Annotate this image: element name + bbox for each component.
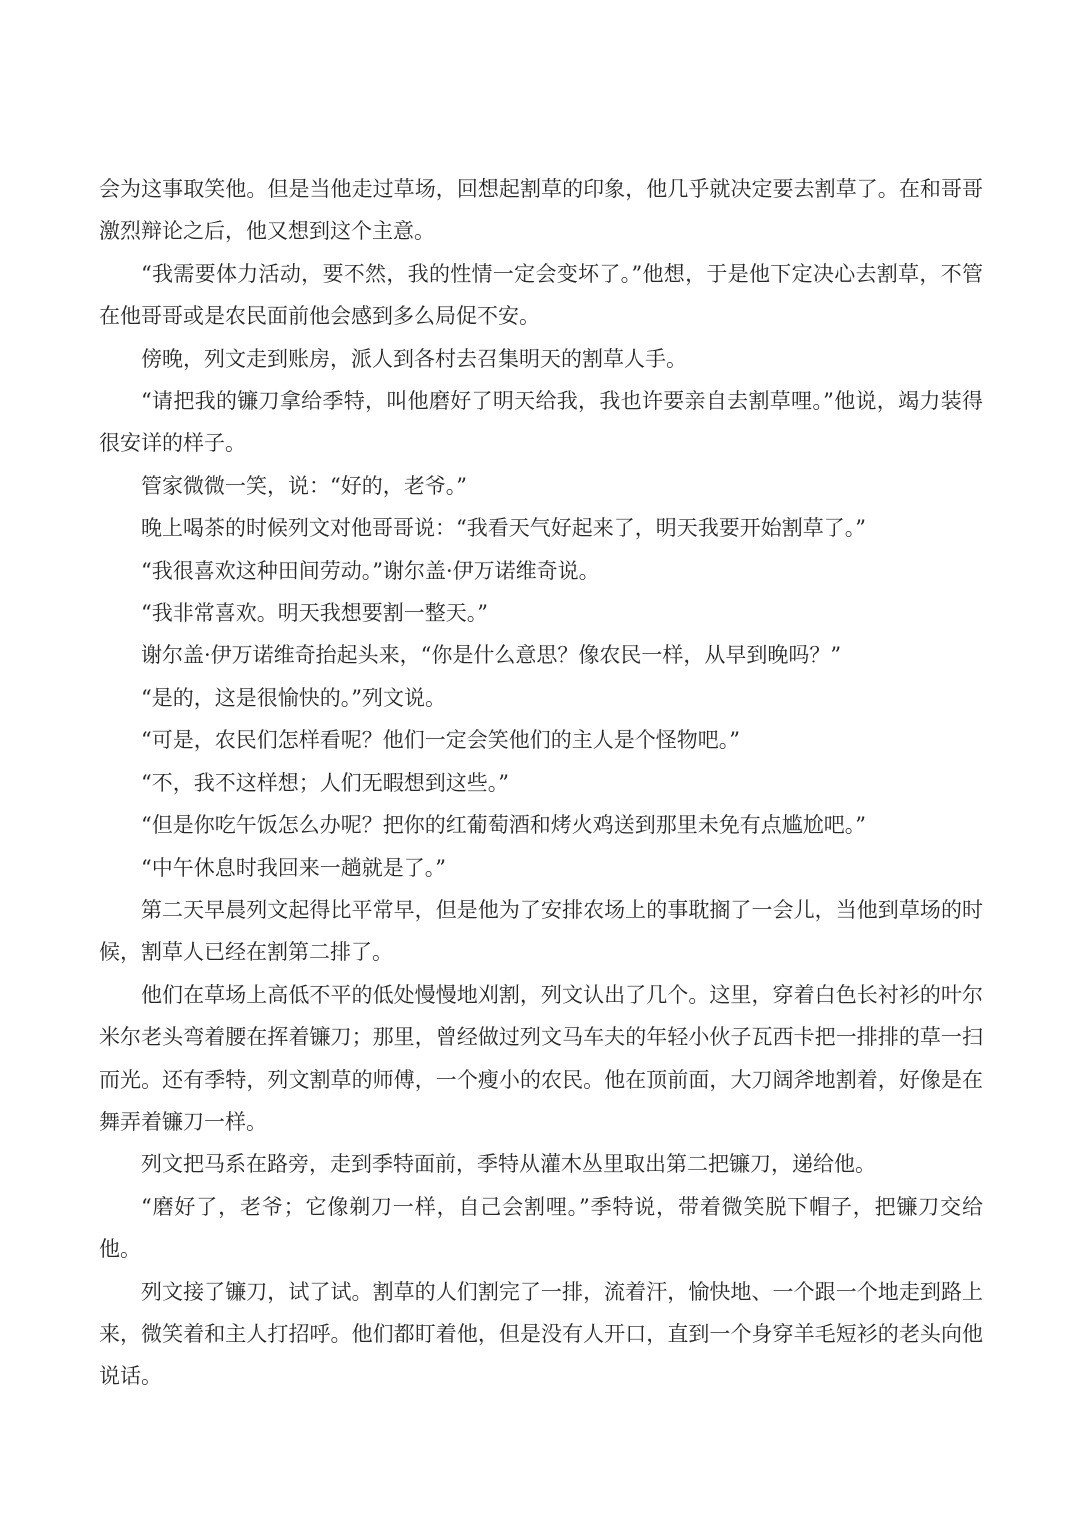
paragraph: “不，我不这样想；人们无暇想到这些。” xyxy=(141,770,509,795)
paragraph: “中午休息时我回来一趟就是了。” xyxy=(141,855,446,880)
paragraph: 列文把马系在路旁，走到季特面前，季特从灌木丛里取出第二把镰刀，递给他。 xyxy=(141,1152,876,1177)
paragraph: 他们在草场上高低不平的低处慢慢地刈割，列文认出了几个。这里，穿着白色长衬衫的叶尔米尔老头弯着腰在挥着镰刀；那里，曾经做过列文马车夫的年轻小伙子瓦西卡把一排排的草一扫而光。还有季特，列文割草的师傅，一个瘦小的农民。他在顶前面，大刀阔斧地割着，好像是在舞弄着镰刀一样。 xyxy=(99,982,983,1134)
paragraph: 会为这事取笑他。但是当他走过草场，回想起割草的印象，他几乎就决定要去割草了。在和哥哥激烈辩论之后，他又想到这个主意。 xyxy=(99,177,983,244)
paragraph: “我很喜欢这种田间劳动。”谢尔盖·伊万诺维奇说。 xyxy=(141,558,600,583)
paragraph: 管家微微一笑，说：“好的，老爷。” xyxy=(141,473,467,498)
paragraph: “可是，农民们怎样看呢？他们一定会笑他们的主人是个怪物吧。” xyxy=(141,728,740,753)
paragraph: 列文接了镰刀，试了试。割草的人们割完了一排，流着汗，愉快地、一个跟一个地走到路上来，微笑着和主人打招呼。他们都盯着他，但是没有人开口，直到一个身穿羊毛短衫的老头向他说话。 xyxy=(99,1279,983,1389)
paragraph: 第二天早晨列文起得比平常早，但是他为了安排农场上的事耽搁了一会儿，当他到草场的时候，割草人已经在割第二排了。 xyxy=(99,897,983,965)
paragraph: 傍晚，列文走到账房，派人到各村去召集明天的割草人手。 xyxy=(141,346,687,371)
paragraph: “磨好了，老爷；它像剃刀一样，自己会割哩。”季特说，带着微笑脱下帽子，把镰刀交给他。 xyxy=(99,1194,983,1262)
paragraph: “我需要体力活动，要不然，我的性情一定会变坏了。”他想，于是他下定决心去割草，不管在他哥哥或是农民面前他会感到多么局促不安。 xyxy=(99,261,983,329)
paragraph: “我非常喜欢。明天我想要割一整天。” xyxy=(141,601,488,626)
paragraph: “但是你吃午饭怎么办呢？把你的红葡萄酒和烤火鸡送到那里未免有点尴尬吧。” xyxy=(141,813,866,838)
paragraph: 谢尔盖·伊万诺维奇抬起头来，“你是什么意思？像农民一样，从早到晚吗？” xyxy=(141,643,842,668)
paragraph: 晚上喝茶的时候列文对他哥哥说：“我看天气好起来了，明天我要开始割草了。” xyxy=(141,516,866,541)
paragraph: “是的，这是很愉快的。”列文说。 xyxy=(141,685,446,710)
paragraph: “请把我的镰刀拿给季特，叫他磨好了明天给我，我也许要亲自去割草哩。”他说，竭力装得很安详的样子。 xyxy=(99,389,983,456)
article-body xyxy=(99,168,983,1398)
